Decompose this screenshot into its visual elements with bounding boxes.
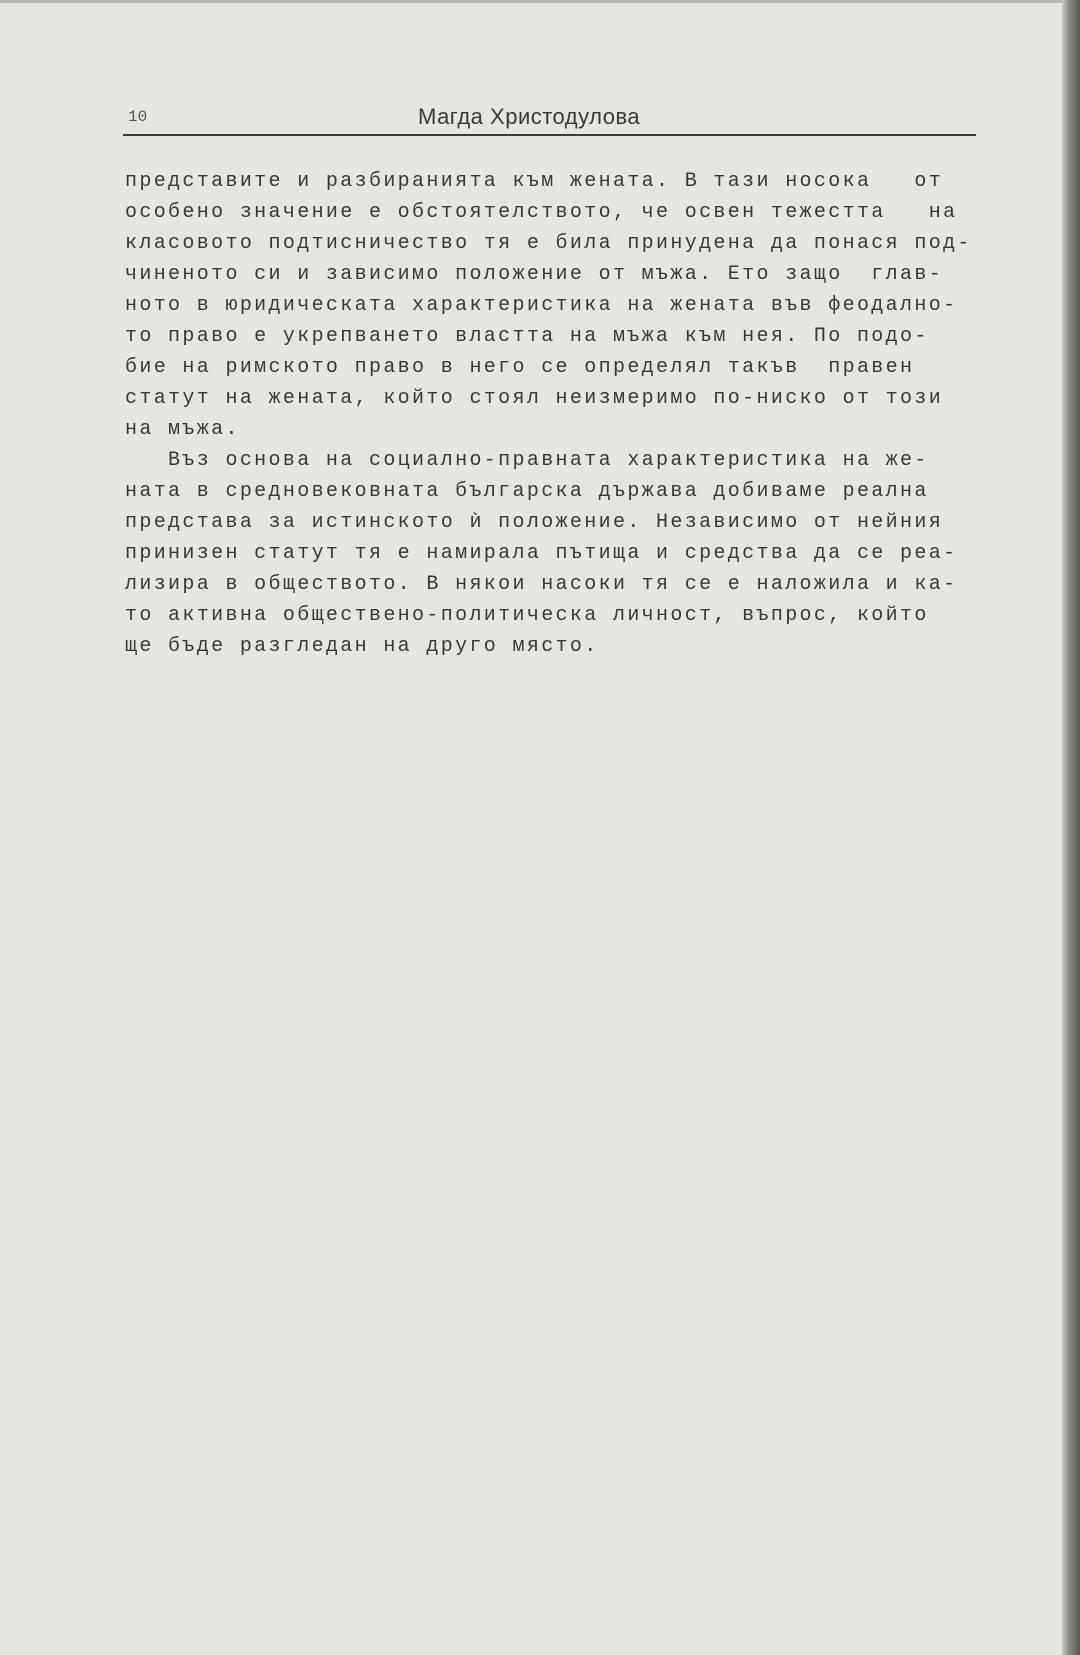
text-line: то активна обществено-политическа личност, въпрос, който [125, 604, 929, 627]
text-line: бие на римското право в него се определял такъв правен [125, 356, 915, 379]
text-line: класовото подтисничество тя е била принудена да понася под- [125, 232, 972, 255]
text-line: чиненото си и зависимо положение от мъжа. Ето защо глав- [125, 263, 944, 286]
running-title: Магда Христодулова [418, 104, 641, 129]
text-line: особено значение е обстоятелството, че освен тежестта на [125, 201, 958, 224]
text-line: ната в средновековната българска държава добиваме реална [125, 480, 929, 503]
page-top-edge [0, 0, 1080, 3]
text-line: статут на жената, който стоял неизмеримо по-ниско от този [125, 387, 944, 410]
page-number: 10 [128, 108, 148, 126]
text-line: представите и разбиранията към жената. В тази носока от [125, 170, 944, 193]
text-line: ще бъде разгледан на друго място. [125, 635, 599, 658]
text-line: принизен статут тя е намирала пътища и средства да се реа- [125, 542, 958, 565]
text-line: ното в юридическата характеристика на жената във феодално- [125, 294, 958, 317]
header-rule [123, 134, 976, 136]
text-line: то право е укрепването властта на мъжа към нея. По подо- [125, 325, 929, 348]
text-line: представа за истинското ѝ положение. Независимо от нейния [125, 511, 944, 534]
text-line: Въз основа на социално-правната характеристика на же- [125, 449, 929, 472]
page-binding-edge [1062, 0, 1080, 1655]
text-line: на мъжа. [125, 418, 240, 441]
text-line: лизира в обществото. В някои насоки тя се е наложила и ка- [125, 573, 958, 596]
